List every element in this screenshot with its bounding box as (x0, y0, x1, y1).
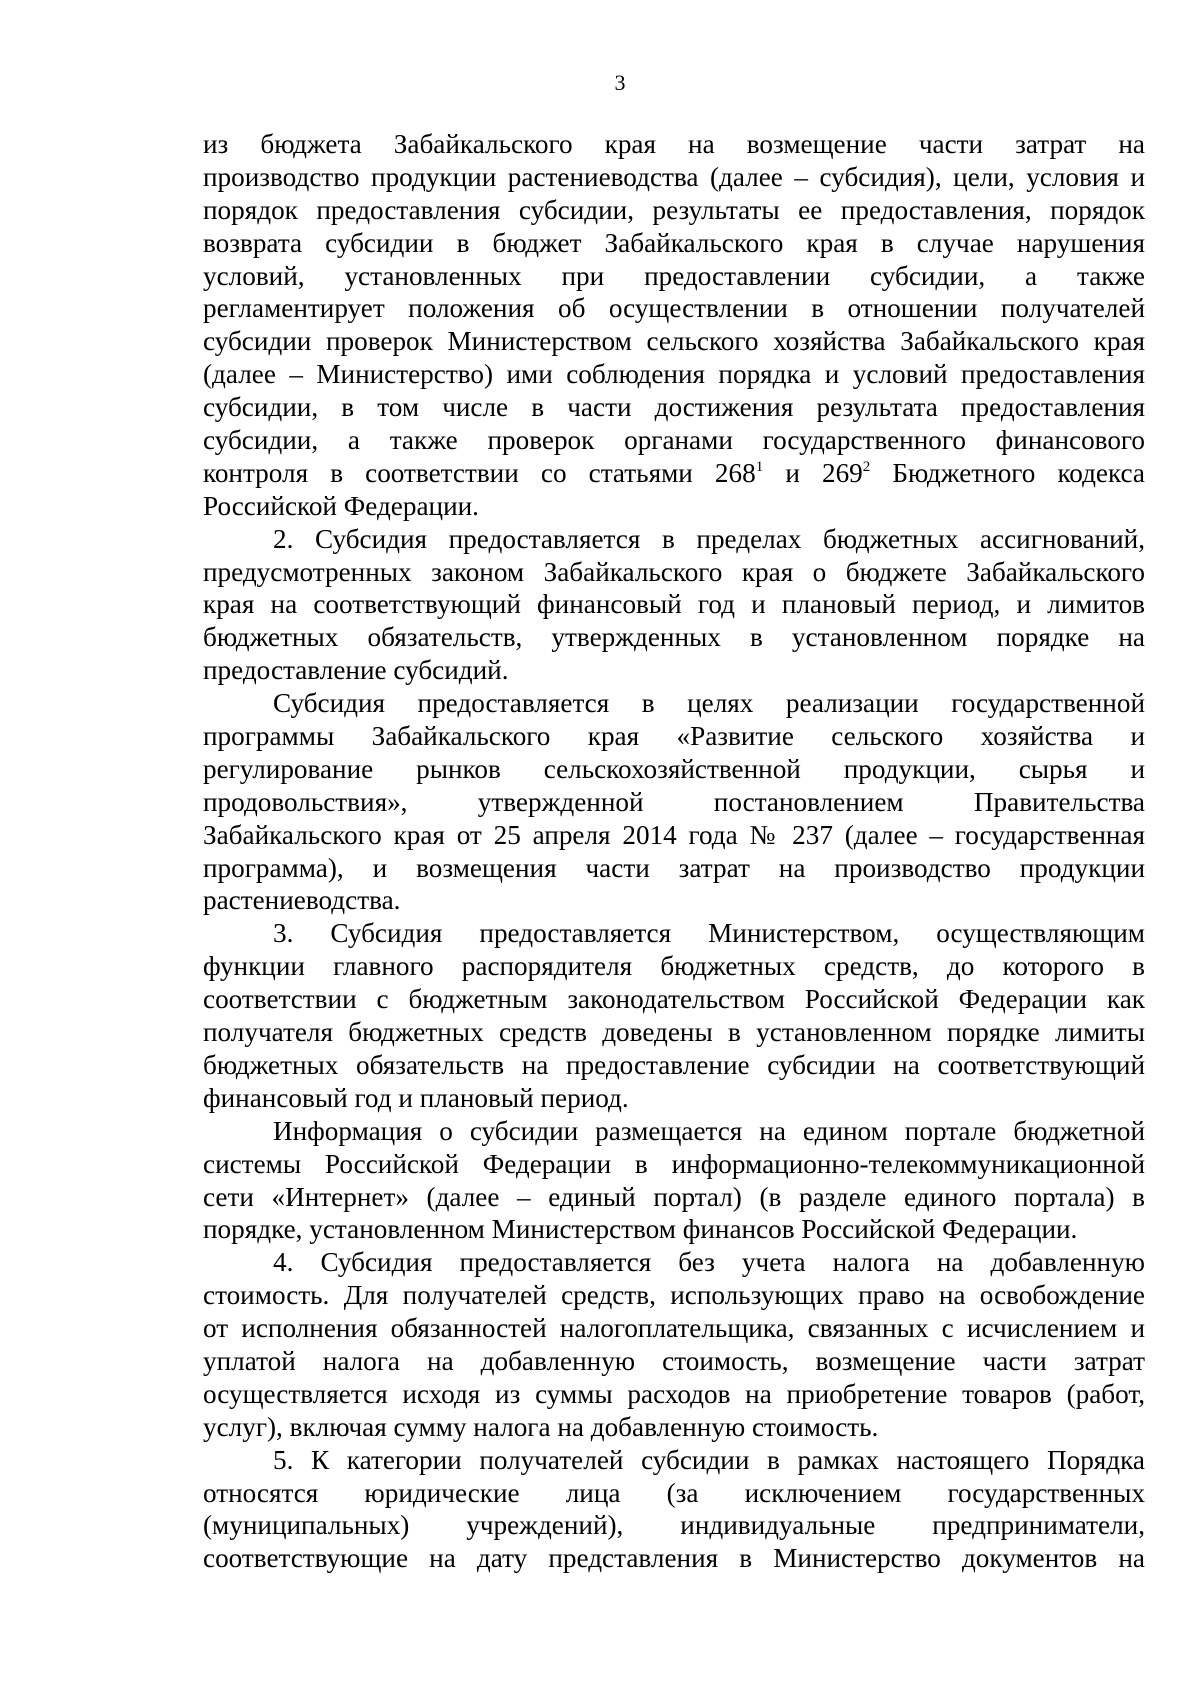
text-line: условий, установленных при предоставлении субсидии, а также (203, 260, 1145, 291)
paragraph-start-line: Информация о субсидии размещается на едином портале бюджетной (273, 1115, 1145, 1146)
text-line: растениеводства. (203, 885, 401, 916)
text-line: системы Российской Федерации в информационно-телекоммуникационной (203, 1148, 1145, 1179)
text-line: предоставление субсидий. (203, 655, 509, 686)
text-line: субсидии, а также проверок органами государственного финансового (203, 425, 1145, 456)
text-line: субсидии, в том числе в части достижения результата предоставления (203, 392, 1145, 423)
text-line: возврата субсидии в бюджет Забайкальского края в случае нарушения (203, 227, 1145, 258)
text-line: относятся юридические лица (за исключением государственных (203, 1477, 1145, 1508)
paragraph-start-line: 5. К категории получателей субсидии в рамках настоящего Порядка (273, 1444, 1145, 1475)
text-line: (муниципальных) учреждений), индивидуальные предприниматели, (203, 1510, 1145, 1541)
text-line: регламентирует положения об осуществлении в отношении получателей (203, 293, 1145, 324)
text-line: соответствующие на дату представления в Министерство документов на (203, 1543, 1145, 1574)
text-line-with-superscripts (203, 457, 1145, 490)
text-line: продовольствия», утвержденной постановлением Правительства (203, 786, 1145, 817)
text-line: производство продукции растениеводства (далее – субсидия), цели, условия и (203, 161, 1145, 192)
paragraph-start-line: 2. Субсидия предоставляется в пределах бюджетных ассигнований, (273, 523, 1145, 554)
text-line: функции главного распорядителя бюджетных средств, до которого в (203, 951, 1145, 982)
paragraph-start-line: 4. Субсидия предоставляется без учета налога на добавленную (273, 1247, 1145, 1278)
text-fragment: и 269 (763, 457, 863, 488)
text-line: финансовый год и плановый период. (203, 1082, 629, 1113)
text-line: услуг), включая сумму налога на добавленную стоимость. (203, 1411, 879, 1442)
text-line: порядок предоставления субсидии, результаты ее предоставления, порядок (203, 194, 1145, 225)
text-line: Российской Федерации. (203, 490, 479, 521)
text-line: края на соответствующий финансовый год и плановый период, и лимитов (203, 589, 1145, 620)
text-line: программы Забайкальского края «Развитие сельского хозяйства и (203, 721, 1145, 752)
text-line: программа), и возмещения части затрат на производство продукции (203, 852, 1145, 883)
text-fragment: контроля в соответствии со статьями 268 (203, 457, 756, 488)
text-line: предусмотренных законом Забайкальского края о бюджете Забайкальского (203, 556, 1145, 587)
document-body (203, 128, 1145, 1575)
text-line: регулирование рынков сельскохозяйственной продукции, сырья и (203, 753, 1145, 784)
text-fragment: Бюджетного кодекса (870, 457, 1145, 488)
text-line: уплатой налога на добавленную стоимость, возмещение части затрат (203, 1345, 1145, 1376)
text-line: осуществляется исходя из суммы расходов на приобретение товаров (работ, (203, 1378, 1145, 1409)
text-line: получателя бюджетных средств доведены в установленном порядке лимиты (203, 1017, 1145, 1048)
text-line: бюджетных обязательств на предоставление субсидии на соответствующий (203, 1049, 1145, 1080)
text-line: соответствии с бюджетным законодательством Российской Федерации как (203, 984, 1145, 1015)
text-line: бюджетных обязательств, утвержденных в установленном порядке на (203, 622, 1145, 653)
text-line: (далее – Министерство) ими соблюдения порядка и условий предоставления (203, 359, 1145, 390)
text-line: стоимость. Для получателей средств, использующих право на освобождение (203, 1280, 1145, 1311)
text-line: из бюджета Забайкальского края на возмещение части затрат на (203, 129, 1145, 159)
paragraph-start-line: Субсидия предоставляется в целях реализации государственной (273, 688, 1145, 719)
superscript: 2 (862, 458, 871, 475)
text-line: сети «Интернет» (далее – единый портал) (в разделе единого портала) в (203, 1181, 1145, 1212)
text-line: порядке, установленном Министерством финансов Российской Федерации. (203, 1214, 1078, 1245)
superscript: 1 (755, 458, 764, 475)
page-number: 3 (614, 70, 626, 95)
text-line: субсидии проверок Министерством сельского хозяйства Забайкальского края (203, 326, 1145, 357)
text-line: от исполнения обязанностей налогоплательщика, связанных с исчислением и (203, 1313, 1145, 1344)
text-line: Забайкальского края от 25 апреля 2014 года № 237 (далее – государственная (203, 819, 1145, 850)
paragraph-start-line: 3. Субсидия предоставляется Министерством, осуществляющим (273, 918, 1145, 949)
